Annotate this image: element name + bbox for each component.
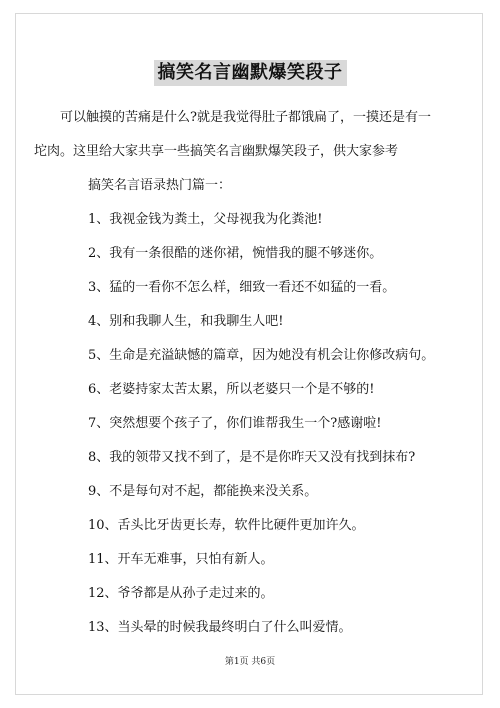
document-title: 搞笑名言幽默爆笑段子 — [154, 60, 347, 86]
intro-line-1: 可以触摸的苦痛是什么?就是我觉得肚子都饿扁了，一摸还是有一 — [60, 110, 431, 125]
title-wrap — [0, 60, 500, 86]
list-item: 4、别和我聊人生，和我聊生人吧! — [88, 314, 284, 329]
page-footer: 第1页 共6页 — [224, 657, 276, 667]
list-item: 5、生命是充溢缺憾的篇章，因为她没有机会让你修改病句。 — [88, 348, 435, 363]
list-item: 10、舌头比牙齿更长寿，软件比硬件更加许久。 — [88, 518, 365, 533]
section-heading: 搞笑名言语录热门篇一： — [88, 178, 232, 193]
list-item: 12、爷爷都是从孙子走过来的。 — [88, 586, 274, 601]
list-item: 2、我有一条很酷的迷你裙，惋惜我的腿不够迷你。 — [88, 246, 383, 261]
list-item: 3、猛的一看你不怎么样，细致一看还不如猛的一看。 — [88, 280, 396, 295]
list-item: 13、当头晕的时候我最终明白了什么叫爱情。 — [88, 620, 352, 635]
list-item: 1、我视金钱为粪土，父母视我为化粪池! — [88, 212, 323, 227]
list-item: 6、老婆持家太苦太累，所以老婆只一个是不够的! — [88, 382, 375, 397]
intro-line-2: 坨肉。这里给大家共享一些搞笑名言幽默爆笑段子，供大家参考 — [34, 144, 399, 159]
list-item: 9、不是每句对不起，都能换来没关系。 — [88, 484, 318, 499]
list-item: 7、突然想要个孩子了，你们谁帮我生一个?感谢啦! — [88, 416, 382, 431]
list-item: 8、我的领带又找不到了，是不是你昨天又没有找到抹布? — [88, 450, 416, 465]
list-item: 11、开车无难事，只怕有新人。 — [88, 552, 274, 567]
